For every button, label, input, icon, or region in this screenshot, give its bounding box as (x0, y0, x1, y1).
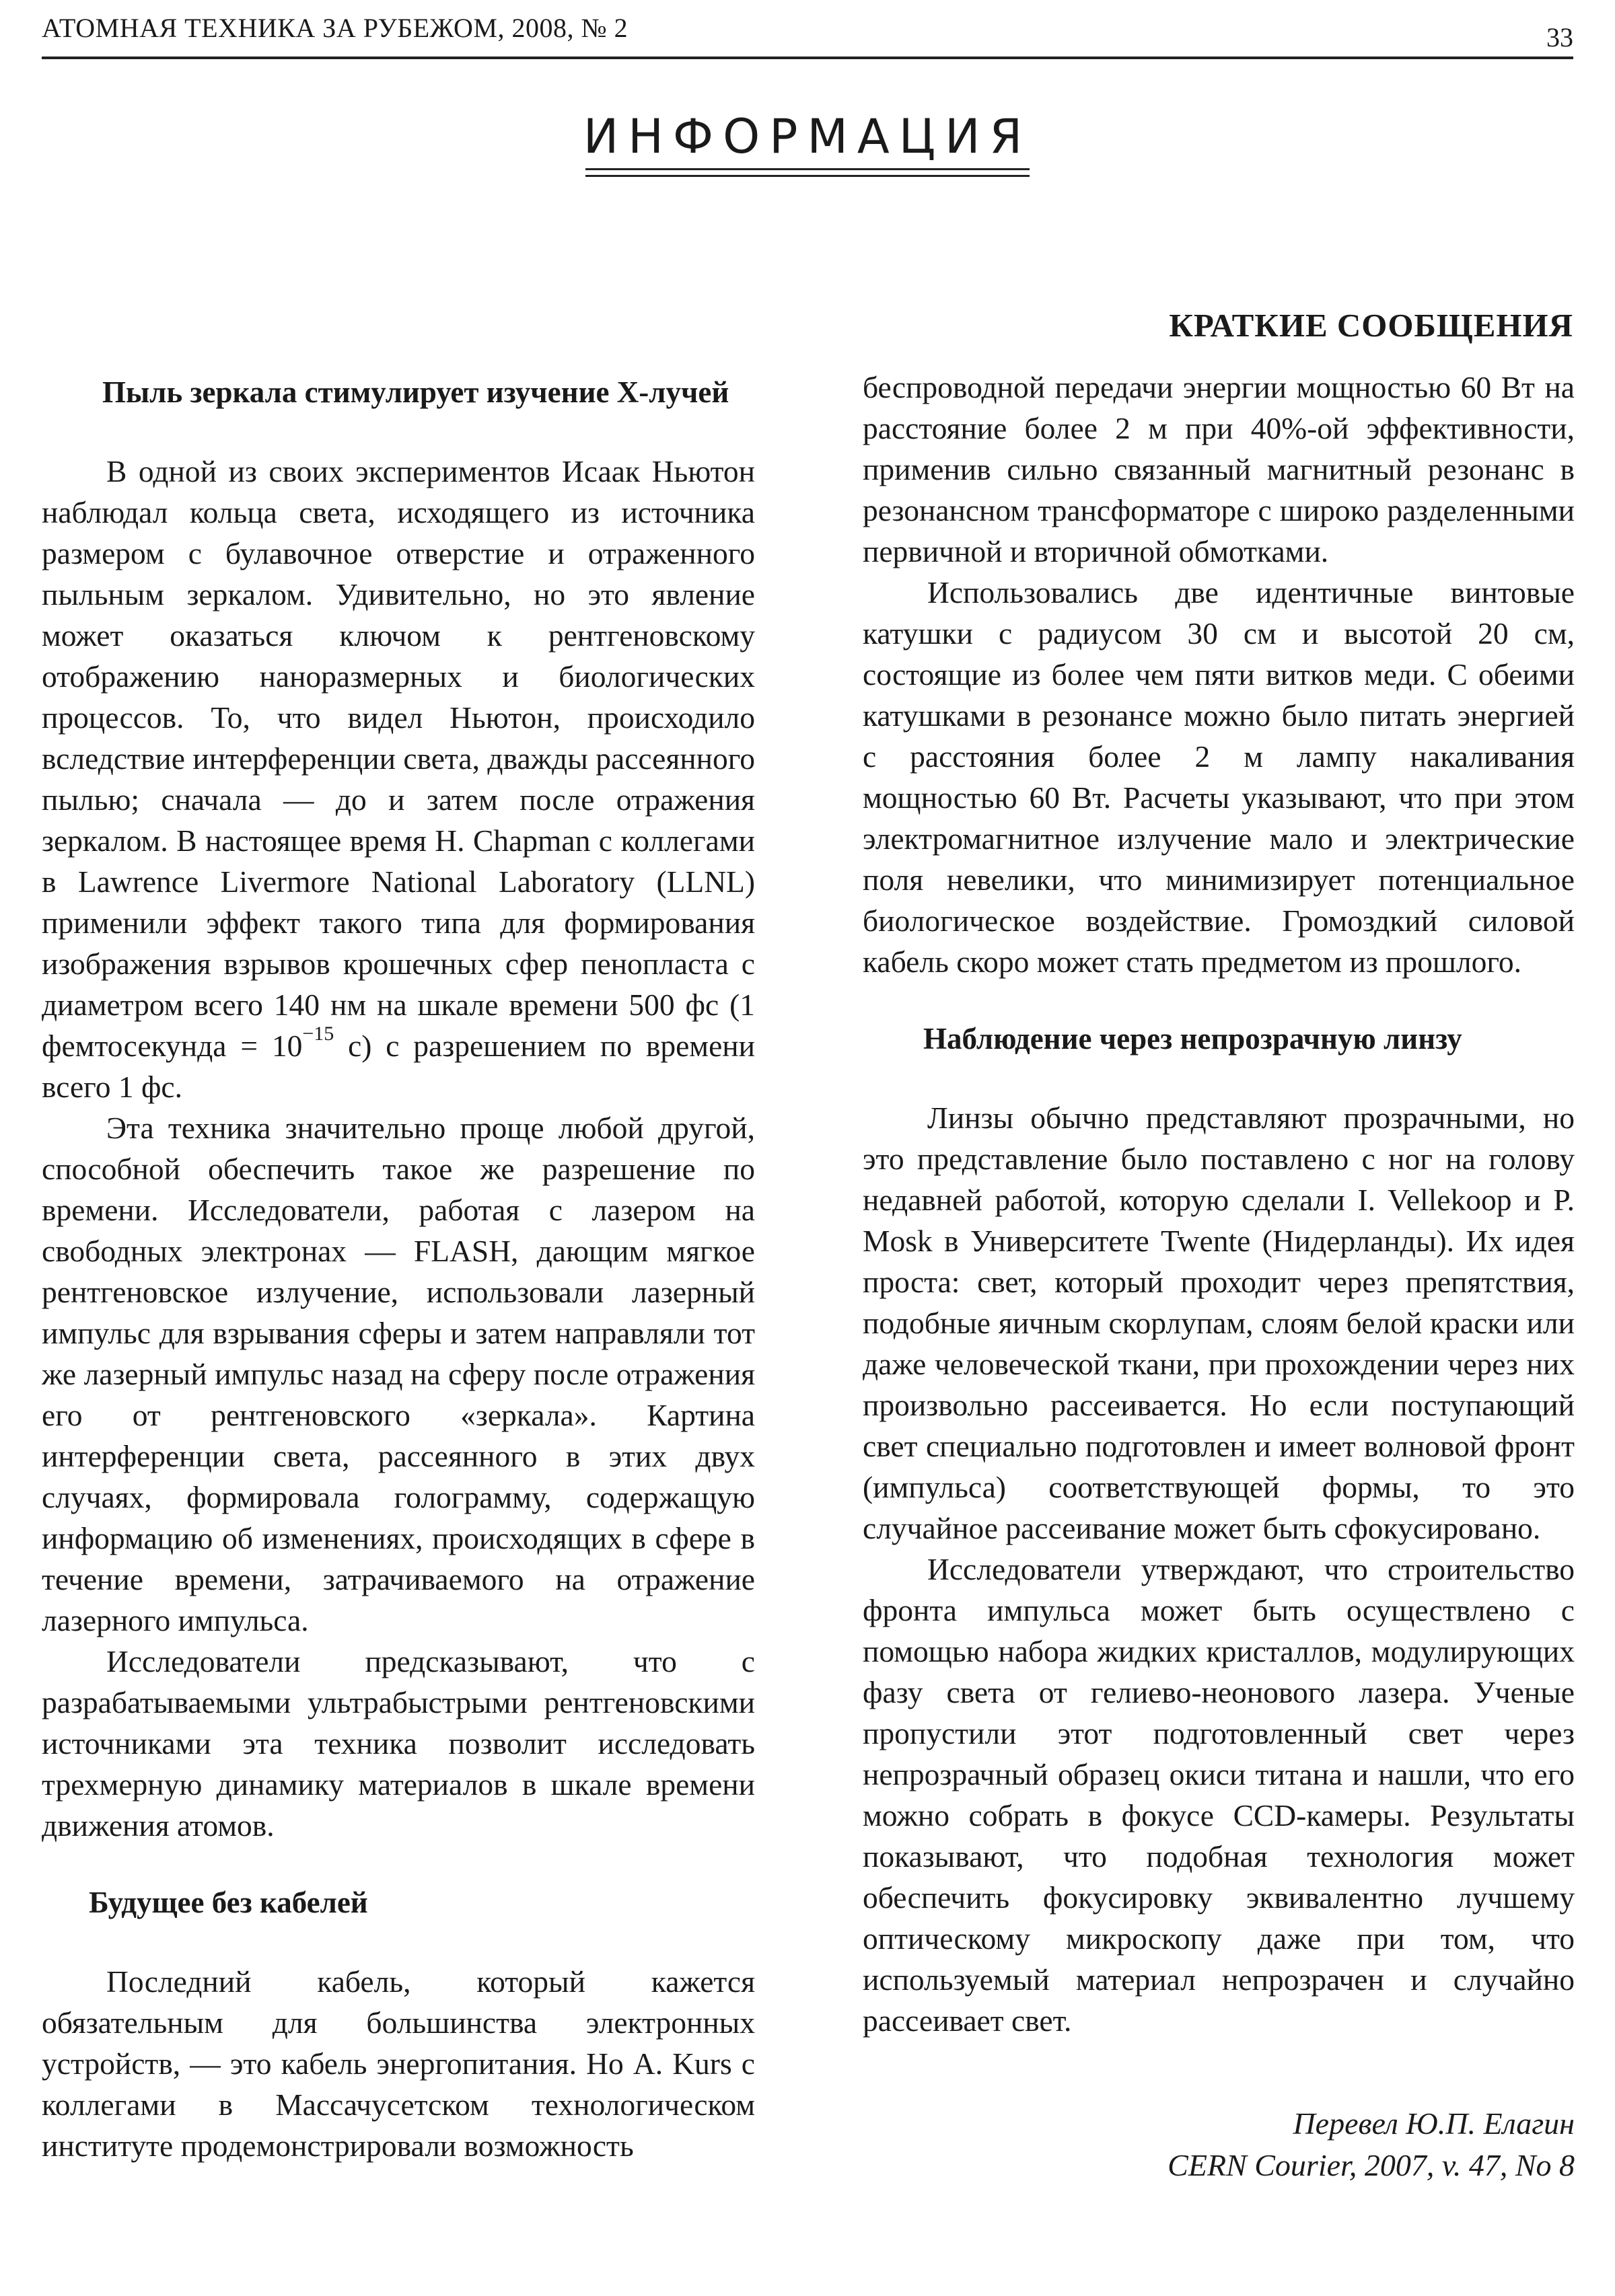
right-column (863, 367, 1575, 2186)
exponent: −15 (302, 1023, 334, 1045)
header-divider (42, 57, 1573, 59)
title-underline-bottom (585, 175, 1030, 177)
article2-paragraph-1-start: Последний кабель, который кажется обязательным для большинства электронных устройств, — это кабель энергопитания. Но A. Kurs с коллегами в Массачусетском технологическом институте продемонстрировали возможность (42, 1964, 755, 2163)
page-number: 33 (1546, 22, 1573, 52)
rubric-heading: КРАТКИЕ СООБЩЕНИЯ (1169, 307, 1573, 344)
source-citation: CERN Courier, 2007, v. 47, No 8 (1168, 2148, 1575, 2182)
article1-paragraph-2: Эта техника значительно проще любой другой, способной обеспечить такое же разрешение по времени. Исследователи, работая с лазером на свободных электронах — FLASH, дающим мягкое рентгеновское излучение, использовали лазерный импульс для взрывания сферы и затем направляли тот же лазерный импульс назад на сферу после отражения его от рентгеновского «зеркала». Картина интерференции света, рассеянного в этих двух случаях, формировала голограмму, содержащую информацию об изменениях, происходящих в сфере в течение времени, затрачиваемого на отражение лазерного импульса. (42, 1111, 755, 1637)
article2-paragraph-1-continued: беспроводной передачи энергии мощностью 60 Вт на расстояние более 2 м при 40%-ой эффективности, применив сильно связанный магнитный резонанс в резонансном трансформаторе с широко разделенными первичной и вторичной обмотками. (863, 370, 1575, 568)
article2-paragraph-2: Использовались две идентичные винтовые катушки с радиусом 30 см и высотой 20 см, состоящие из более чем пяти витков меди. С обеими катушками в резонансе можно было питать энергией с расстояния более 2 м лампу накаливания мощностью 60 Вт. Расчеты указывают, что при этом электромагнитное излучение мало и электрические поля невелики, что минимизирует потенциальное биологическое воздействие. Громоздкий силовой кабель скоро может стать предметом из прошлого. (863, 575, 1575, 979)
article1-paragraph-1: В одной из своих экспериментов Исаак Ньютон наблюдал кольца света, исходящего из источника размером с булавочное отверстие и отраженного пыльным зеркалом. Удивительно, но это явление может оказаться ключом к рентгеновскому отображению наноразмерных и биологических процессов. То, что видел Ньютон, происходило вследствие интерференции света, дважды рассеянного пылью; сначала — до и затем после отражения зеркалом. В настоящее время H. Chapman с коллегами в Lawrence Livermore National Laboratory (LLNL) применили эффект такого типа для формирования изображения взрывов крошечных сфер пенопласта с диаметром всего 140 нм на шкале времени 500 фс (1 фемтосекунда = $10^{-15}$ с) с разрешением по времени всего 1 фс. (42, 454, 755, 1104)
article-title-dust-mirror: Пыль зеркала стимулирует изучение Х-лучей (102, 375, 729, 409)
article3-paragraph-2: Исследователи утверждают, что строительство фронта импульса может быть осуществлено с помощью набора жидких кристаллов, модулирующих фазу света от гелиево-неонового лазера. Ученые пропустили этот подготовленный свет через непрозрачный образец окиси титана и нашли, что его можно собрать в фокусе CCD-камеры. Результаты показывают, что подобная технология может обеспечить фокусировку эквивалентно лучшему оптическому микроскопу даже при том, что используемый материал непрозрачен и случайно рассеивает свет. (863, 1552, 1575, 2038)
article1-paragraph-3: Исследователи предсказывают, что с разрабатываемыми ультрабыстрыми рентгеновскими источниками эта техника позволит исследовать трехмерную динамику материалов в шкале времени движения атомов. (42, 1644, 755, 1843)
section-title (0, 108, 1615, 167)
translator-credit: Перевел Ю.П. Елагин (1293, 2106, 1575, 2141)
article-title-no-cables: Будущее без кабелей (89, 1886, 368, 1919)
left-column (42, 367, 755, 2166)
article3-paragraph-1: Линзы обычно представляют прозрачными, но это представление было поставлено с ног на голову недавней работой, которую сделали I. Vellekoop и P. Mosk в Университете Twente (Нидерланды). Их идея проста: свет, который проходит через препятствия, подобные яичным скорлупам, слоям белой краски или даже человеческой ткани, при прохождении через них произвольно рассеивается. Но если поступающий свет специально подготовлен и имеет волновой фронт (импульса) соответствующей формы, то это случайное рассеивание может быть сфокусировано. (863, 1101, 1575, 1545)
title-underline-top (585, 168, 1030, 170)
journal-header: АТОМНАЯ ТЕХНИКА ЗА РУБЕЖОМ, 2008, № 2 (42, 13, 629, 43)
article-title-opaque-lens: Наблюдение через непрозрачную линзу (923, 1022, 1462, 1056)
section-title-text: ИНФОРМАЦИЯ (583, 109, 1032, 164)
